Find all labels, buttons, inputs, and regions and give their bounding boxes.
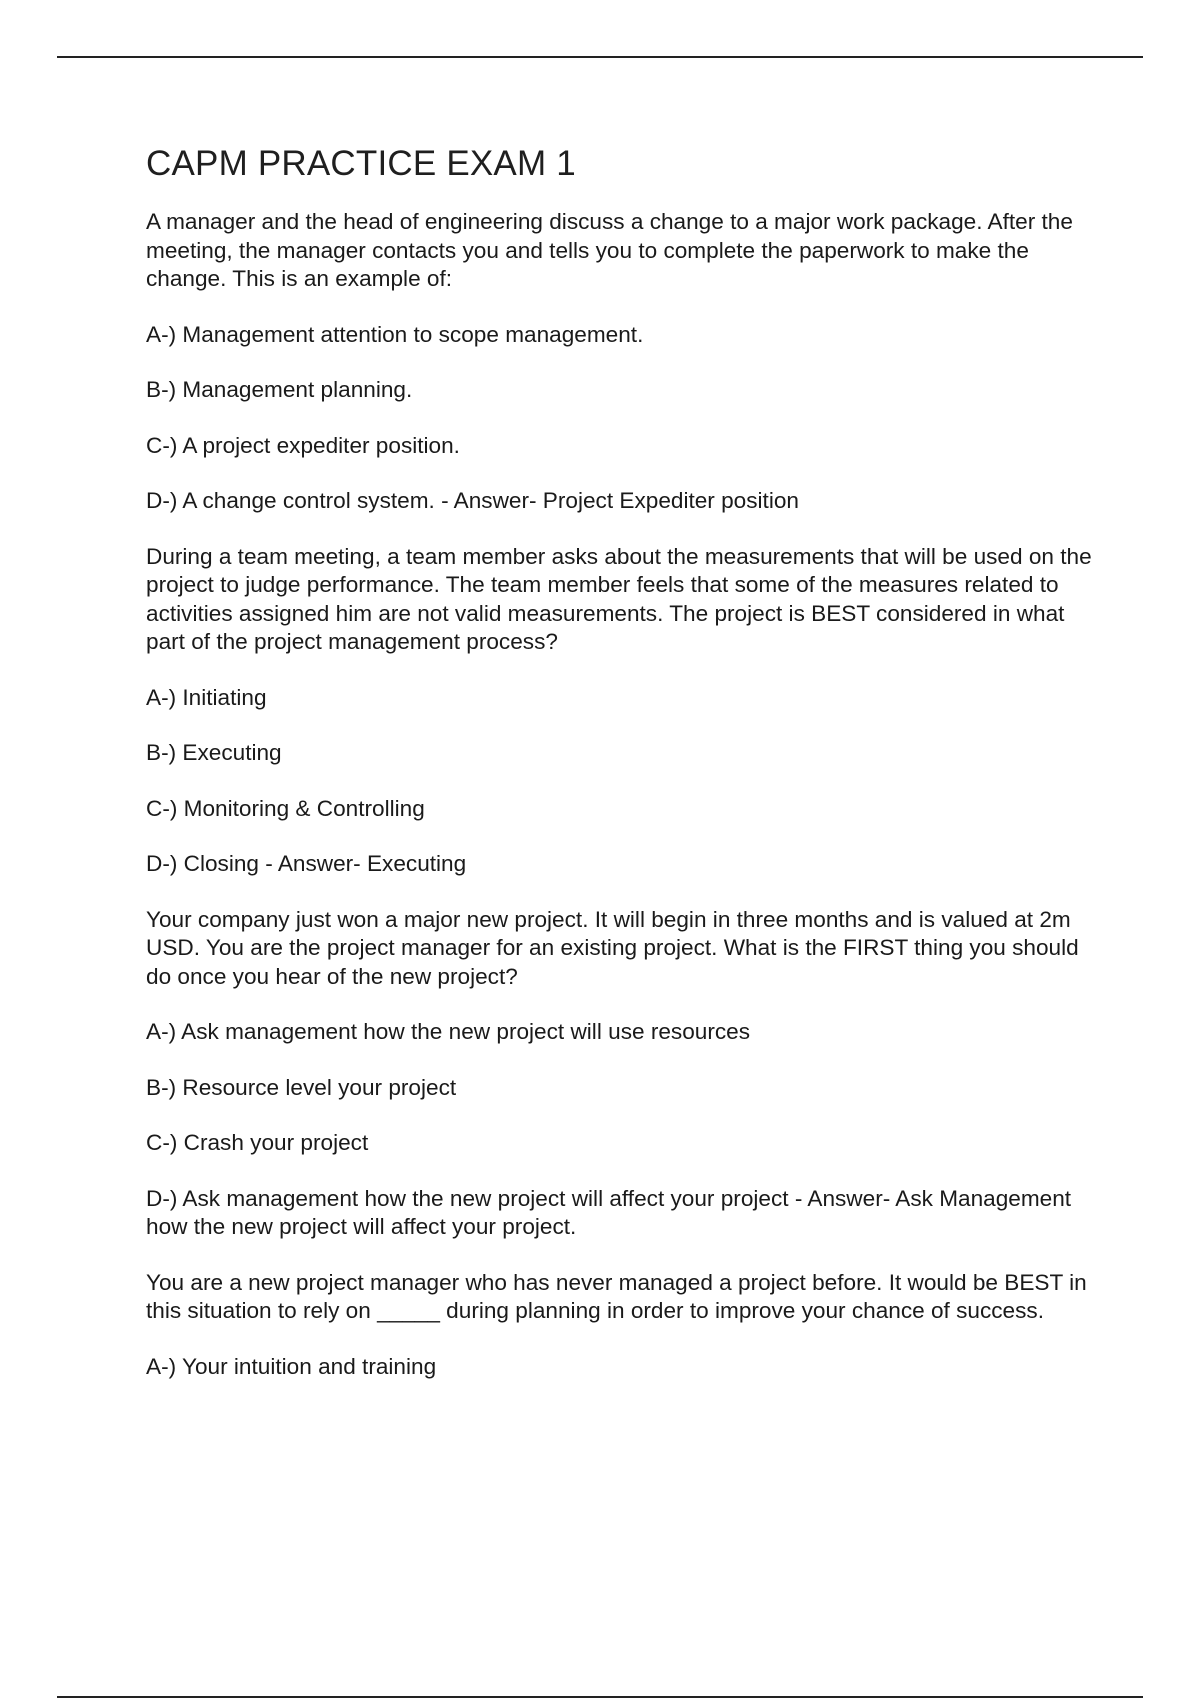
question-text: A manager and the head of engineering discuss a change to a major work package. After the meeting, the manager contacts you and tells you to complete the paperwork to make the change. This is an example of: [146, 209, 1073, 291]
question-text: During a team meeting, a team member asks about the measurements that will be used on the project to judge performance. The team member feels that some of the measures related to activities assigned him are not valid measurements. The project is BEST considered in what part of the project management process? [146, 543, 1092, 654]
top-divider [57, 56, 1143, 58]
answer-option: A-) Ask management how the new project will use resources [146, 1019, 751, 1044]
answer-option: A-) Management attention to scope management. [146, 321, 644, 347]
question-block-1 [146, 208, 1096, 516]
answer-option: C-) Crash your project [146, 1130, 369, 1155]
answer-option: B-) Resource level your project [146, 1074, 457, 1100]
answer-option: D-) Ask management how the new project will affect your project - Answer- Ask Management how the new project will affect your project. [146, 1185, 1072, 1239]
answer-option: A-) Your intuition and training [146, 1353, 437, 1379]
bottom-divider [57, 1696, 1143, 1698]
answer-option: B-) Executing [146, 740, 282, 765]
question-text: You are a new project manager who has never managed a project before. It would be BEST in this situation to rely on _____ during planning in order to improve your chance of success. [146, 1269, 1087, 1323]
answer-option: C-) Monitoring & Controlling [146, 795, 425, 821]
answer-option: D-) Closing - Answer- Executing [146, 851, 467, 876]
question-block-2 [146, 543, 1096, 879]
answer-option: C-) A project expediter position. [146, 432, 460, 458]
question-block-4 [146, 1269, 1096, 1382]
question-block-3 [146, 906, 1096, 1242]
answer-option: D-) A change control system. - Answer- Project Expediter position [146, 488, 799, 513]
answer-option: A-) Initiating [146, 684, 267, 710]
page-title: CAPM PRACTICE EXAM 1 [146, 144, 576, 183]
document-body [146, 144, 1096, 1408]
answer-option: B-) Management planning. [146, 377, 413, 402]
question-text: Your company just won a major new project. It will begin in three months and is valued at 2m USD. You are the project manager for an existing project. What is the FIRST thing you should do once you hear of the new project? [146, 906, 1079, 989]
